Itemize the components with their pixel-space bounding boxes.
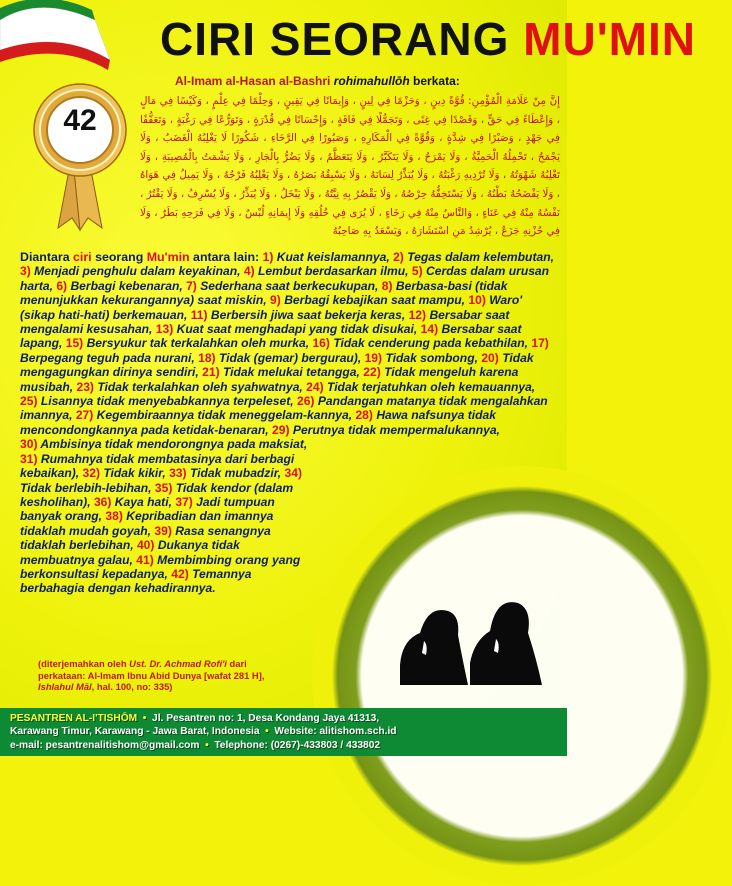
list-item-number: 39)	[154, 523, 172, 538]
list-item-number: 21)	[202, 365, 220, 380]
list-item-number: 28)	[355, 408, 373, 423]
list-item-text: Berbagi kebajikan saat mampu,	[284, 293, 465, 308]
list-item-text: Tidak terjatuhkan oleh kemauannya,	[327, 379, 536, 394]
list-item	[66, 336, 313, 350]
list-item-number: 22)	[363, 365, 381, 380]
list-item-number: 29)	[272, 422, 290, 437]
footer-name: PESANTREN AL-I'TISHŌM	[10, 713, 138, 724]
source-translator: Ust. Dr. Achmad Rofi'i	[129, 658, 227, 669]
list-item-number: 26)	[296, 394, 315, 409]
translation-source	[38, 658, 338, 693]
list-item-number: 17)	[531, 336, 549, 351]
list-item-text: Perutnya tidak mempermalukannya,	[292, 422, 500, 437]
list-item-number: 1)	[262, 250, 274, 264]
list-item-number: 4)	[243, 264, 255, 279]
list-item-text: Rasa senangnya tidaklah berlebihan,	[20, 523, 271, 553]
items-list-wide	[20, 250, 554, 437]
list-item-text: Tidak terkalahkan oleh syahwatnya,	[97, 379, 303, 394]
list-item-text: Sederhana saat berkecukupan,	[200, 278, 379, 293]
list-item-number: 25)	[20, 394, 38, 409]
list-item-text: Pandangan matanya tidak mengalahkan imannya,	[20, 394, 548, 423]
list-item-text: Tidak kendor (dalam kesholihan),	[20, 480, 294, 509]
list-item	[270, 293, 468, 307]
main-text	[20, 250, 555, 596]
list-item-text: Tidak mengagungkan dirinya sendiri,	[20, 350, 534, 380]
list-item-number: 18)	[198, 350, 216, 365]
list-item-text: Tidak sombong,	[385, 350, 478, 365]
list-item-number: 13)	[155, 322, 174, 337]
list-item-text: Berbagi kebenaran,	[70, 278, 183, 293]
list-item-text: Bersyukur tak terkalahkan oleh murka,	[86, 336, 310, 351]
list-item-text: Waro' (sikap hati-hati) berkemauan,	[20, 293, 523, 322]
list-item-text: Berpegang teguh pada nurani,	[20, 350, 195, 365]
intro-after: antara lain:	[189, 250, 263, 264]
list-item-text: Menjadi penghulu dalam keyakinan,	[34, 264, 241, 279]
footer-address-2: Karawang Timur, Karawang - Jawa Barat, Indonesia	[10, 726, 260, 738]
medal-number: 42	[63, 104, 97, 137]
list-item	[191, 308, 409, 322]
list-item-number: 40)	[136, 538, 155, 553]
list-item-text: Hawa nafsunya tidak mencondongkannya pada ketidak-benaran,	[20, 408, 496, 437]
attribution-author: Al-Imam al-Hasan al-Bashri	[175, 74, 334, 88]
medal-badge	[30, 70, 130, 230]
list-item-text: Ambisinya tidak mendorongnya pada maksiat,	[40, 437, 308, 452]
footer-email[interactable]: e-mail: pesantrenalitishom@gmail.com	[10, 739, 200, 751]
list-item-number: 30)	[20, 437, 38, 452]
list-item-text: Dukanya tidak membuatnya galau,	[20, 538, 240, 567]
list-item	[263, 250, 393, 264]
list-item	[156, 322, 421, 336]
list-item-number: 7)	[186, 278, 197, 293]
list-item-text: Temannya berbahagia dengan kehadirannya.	[20, 566, 252, 596]
intro-middle: seorang	[91, 250, 147, 264]
footer-separator: •	[139, 713, 150, 724]
list-item	[76, 408, 356, 422]
list-item-number: 31)	[20, 451, 38, 466]
list-item-number: 35)	[154, 480, 173, 495]
list-item-text: Tidak mubadzir,	[189, 466, 282, 481]
source-l3b: , hal. 100, no: 335)	[91, 681, 173, 693]
list-item-text: Tidak kikir,	[103, 466, 166, 481]
list-item-text: Tegas dalam kelembutan,	[407, 250, 554, 264]
list-item-number: 12)	[408, 307, 427, 322]
list-item	[20, 394, 297, 408]
intro-ciri: ciri	[73, 250, 92, 264]
list-item	[186, 279, 382, 293]
list-item-number: 23)	[76, 379, 94, 394]
footer-telephone: Telephone: (0267)-433803 / 433802	[214, 739, 381, 751]
list-item-text: Kaya hati,	[114, 494, 172, 509]
list-item-number: 6)	[56, 278, 68, 293]
list-item	[94, 495, 175, 509]
list-item-number: 3)	[20, 264, 31, 279]
list-item-text: Tidak cenderung pada kebathilan,	[333, 336, 528, 351]
list-item-text: Rumahnya tidak membatasinya dari berbagi kebaikan),	[20, 451, 295, 481]
footer-address: Jl. Pesantren no: 1, Desa Kondang Jaya 41313,	[152, 713, 380, 724]
list-item	[76, 380, 306, 394]
list-item	[244, 264, 412, 278]
list-item-number: 41)	[136, 552, 154, 567]
list-item-text: Berbersih jiwa saat bekerja keras,	[210, 307, 406, 322]
source-line-2: perkataan: Al-Imam Ibnu Abid Dunya [wafat 281 H],	[38, 669, 265, 681]
list-item-number: 2)	[393, 250, 404, 264]
intro-line	[20, 250, 263, 264]
title-part-2: MU'MIN	[523, 13, 696, 65]
list-item-number: 9)	[270, 293, 281, 308]
list-item-number: 15)	[65, 336, 84, 351]
list-item-text: Kepribadian dan imannya tidaklah mudah goyah,	[20, 509, 274, 538]
items-list-narrow	[20, 437, 315, 595]
list-item	[202, 365, 363, 379]
list-item-text: Lisannya tidak menyebabkannya terpeleset,	[40, 394, 294, 409]
list-item-number: 36)	[93, 494, 112, 509]
attribution-rest: berkata:	[409, 74, 460, 88]
list-item-number: 19)	[364, 350, 383, 365]
list-item	[83, 466, 170, 480]
list-item-number: 27)	[75, 408, 94, 423]
page-title	[160, 10, 696, 68]
list-item-number: 14)	[420, 322, 439, 337]
arabic-quote: إِنَّ مِنْ عَلَامَةِ الْمُؤْمِنِ: قُوَّةً دِينٍ ، وَحَزْمًا فِي لِينٍ ، وَإِيمَانًا فِي يَقِينٍ ، وَحِلْمًا فِي عِلْمٍ ، وَكَيْسًا فِي مَالٍ ، وَإِعْطَاءً فِي حَقٍّ ، وَقَصْدًا فِي غِنًى ، وَتَجَمُّلًا فِي فَاقَةٍ ، وَإِحْسَانًا فِي قُدْرَةٍ ، وَتَوَرُّعًا فِي رَغْبَةٍ ، وَتَعَفُّفًا فِي جَهْدٍ ، وَصَبْرًا فِي شِدَّةٍ ، وَقُوَّةً فِي الْمَكَارِهِ ، وَصَبُورًا فِي الرَّخَاءِ ، شَكُورًا لَا يَغْلِبُهُ الْغَضَبُ ، وَلَا يَجْمَحُ ، تَحْمِلُهُ الْحَمِيَّةُ ، وَلَا يَمْرَحُ ، وَلَا يَتَكَبَّرُ ، وَلَا يَتَعَظَّمُ ، وَلَا يَضُرُّ بِالْجَارِ ، وَلَا يَشْمَتُ بِالْمُصِيبَةِ ، وَلَا تَغْلِبُهُ شَهْوَتُهُ ، وَلَا تُرْدِيهِ رَغْبَتُهُ ، وَلَا يُبَذِّرُ لِسَانَهُ ، وَلَا يَسْبِقُهُ بَصَرُهُ ، وَلَا يَغْلِبُهُ فَرْجُهُ ، وَلَا يَمِيلُ فِي هَوَاهُ ، وَلَا يَفْضَحُهُ بَطْنُهُ ، وَلَا يَسْتَخِفُّهُ حِرْصُهُ ، وَلَا يَقْصُرُ بِهِ نِيَّتُهُ ، وَلَا يَبْخَلُ ، وَلَا يُبَذِّرُ ، وَلَا يُسْرِفُ ، وَلَا يَقْتُرُ ، نَفْسُهُ مِنْهُ فِي عَنَاءٍ ، وَالنَّاسُ مِنْهُ فِي رَخَاءٍ ، لَا يُرَى فِي خُلُقِهِ وَلَا إِيمَانِهِ لُبْسٌ ، وَلَا فِي فَرَحِهِ بَطَرٌ ، وَلَا فِي حُزْنِهِ جَزَعٌ ، يُرْشِدُ مَنِ اسْتَشَارَهُ ، وَيَسْعَدُ بِهِ صَاحِبُهُ	[140, 95, 560, 238]
list-item-number: 8)	[381, 278, 393, 293]
list-item	[393, 250, 554, 264]
source-l1c: dari	[226, 658, 247, 669]
list-item-number: 34)	[284, 466, 302, 481]
source-book: Ishlahul Māl	[38, 681, 92, 693]
list-item	[20, 264, 244, 278]
source-l1a: (diterjemahkan oleh	[38, 658, 130, 669]
list-item-text: Jadi tumpuan banyak orang,	[20, 494, 275, 524]
list-item	[272, 423, 500, 437]
list-item-text: Kegembiraannya tidak meneggelam-kannya,	[96, 408, 353, 423]
list-item-number: 24)	[306, 379, 324, 394]
list-item	[198, 351, 364, 365]
list-item-text: Kuat keislamannya,	[276, 250, 390, 264]
list-item-text: Bersabar saat mengalami kesusahan,	[20, 307, 510, 337]
list-item-text: Tidak mengeluh karena musibah,	[20, 365, 519, 394]
list-item-number: 33)	[169, 466, 187, 481]
list-item	[365, 351, 482, 365]
list-item-text: Membimbing orang yang berkonsultasi kepadanya,	[20, 552, 301, 581]
list-item	[306, 380, 535, 394]
footer-bar	[0, 708, 567, 756]
list-item-text: Cerdas dalam urusan harta,	[20, 264, 550, 293]
list-item	[20, 437, 307, 451]
footer-separator: •	[262, 726, 272, 738]
attribution-honorific: rohimahullōh	[333, 74, 410, 88]
footer-website[interactable]: Website: alitishom.sch.id	[274, 726, 397, 738]
list-item-text: Lembut berdasarkan ilmu,	[257, 264, 409, 279]
list-item-number: 37)	[175, 494, 193, 509]
list-item-text: Tidak (gemar) bergurau),	[218, 350, 362, 365]
list-item	[169, 466, 284, 480]
footer-separator: •	[202, 739, 212, 751]
list-item-text: Tidak berlebih-lebihan,	[20, 480, 152, 495]
attribution-line	[175, 74, 555, 88]
list-item-number: 20)	[481, 350, 499, 365]
list-item-text: Kuat saat menghadapi yang tidak disukai,	[176, 322, 418, 337]
list-item	[312, 336, 531, 350]
list-item	[56, 279, 186, 293]
list-item-text: Tidak melukai tetangga,	[223, 365, 360, 380]
list-item-text: Bersabar saat lapang,	[20, 322, 522, 351]
intro-mumin: Mu'min	[146, 250, 190, 264]
intro-before: Diantara	[20, 250, 74, 264]
list-item-number: 11)	[190, 307, 208, 322]
list-item-number: 38)	[105, 509, 123, 524]
title-part-1: CIRI SEORANG	[160, 13, 524, 65]
list-item-number: 10)	[468, 293, 486, 308]
list-item-number: 42)	[171, 566, 189, 581]
list-item-number: 5)	[411, 264, 423, 279]
list-item-text: Berbasa-basi (tidak menunjukkan kekurangannya) saat miskin,	[20, 278, 508, 308]
list-item-number: 16)	[312, 336, 330, 351]
list-item-number: 32)	[82, 466, 101, 481]
